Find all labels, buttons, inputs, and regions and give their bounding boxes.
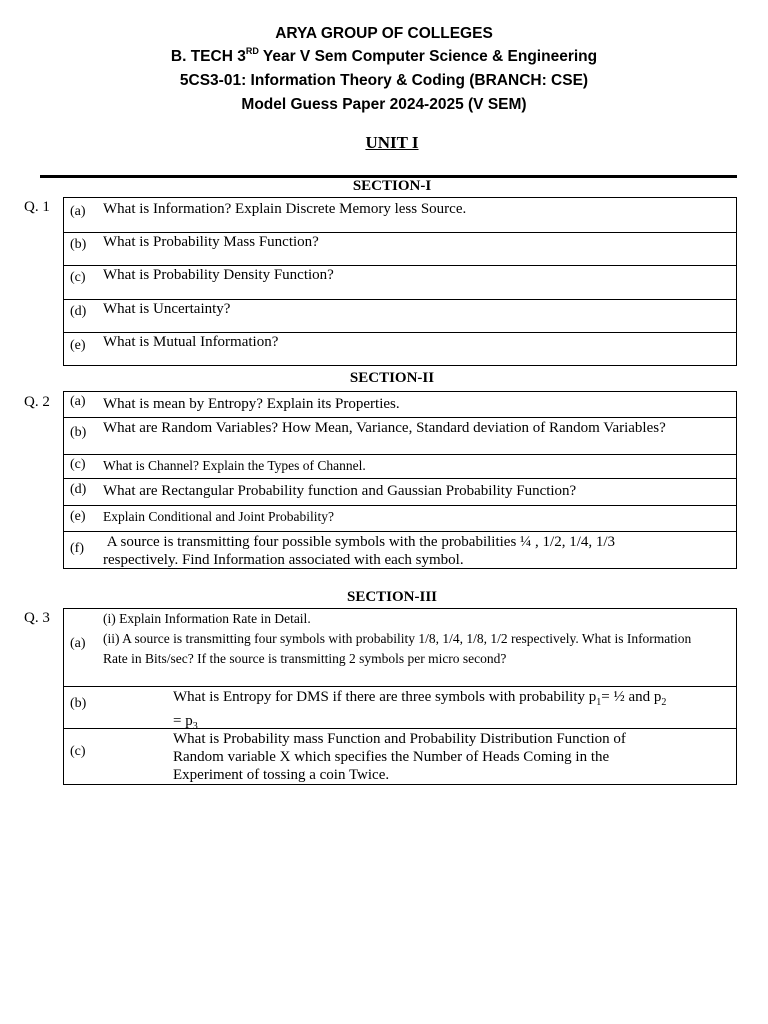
item-label: (d)	[70, 304, 87, 319]
program-line	[0, 46, 768, 68]
question-row	[64, 417, 736, 455]
question-row	[64, 505, 736, 532]
question-row	[64, 332, 736, 367]
question-row	[64, 454, 736, 479]
subscript-3: 3	[192, 721, 198, 732]
item-label: (b)	[70, 696, 87, 711]
paper-title: Model Guess Paper 2024-2025 (V SEM)	[241, 96, 527, 113]
question-table	[63, 391, 737, 569]
item-text: Explain Conditional and Joint Probability?	[103, 509, 334, 524]
item-text: What is Probability mass Function and Probability Distribution Function of Random variable X which specifies the Number of Heads Coming in the Experiment of tossing a coin Twice.	[173, 731, 630, 783]
section-title: SECTION-III	[346, 589, 438, 605]
program-line-sup: RD	[245, 46, 259, 56]
question-row	[64, 686, 736, 732]
item-label: (a)	[70, 636, 86, 651]
item-label: (d)	[70, 482, 87, 497]
item-text: What is Channel? Explain the Types of Channel.	[103, 458, 366, 473]
item-text: What are Rectangular Probability function and Gaussian Probability Function?	[103, 483, 577, 499]
item-label: (b)	[70, 425, 87, 440]
question-number: Q. 3	[24, 610, 50, 626]
item-label: (c)	[70, 457, 86, 472]
item-label: (f)	[70, 541, 84, 556]
item-text: What is Mutual Information?	[103, 334, 279, 350]
question-row	[64, 232, 736, 267]
section-title: SECTION-II	[349, 370, 435, 386]
subscript-1: 1	[596, 697, 602, 708]
item-text-mid2: = p	[173, 689, 671, 729]
item-label: (a)	[70, 204, 86, 219]
question-row	[64, 299, 736, 334]
question-row	[64, 609, 736, 686]
question-row	[64, 265, 736, 300]
question-row	[64, 728, 736, 786]
item-text-pre: What is Entropy for DMS if there are three symbols with probability p	[173, 689, 597, 705]
item-label: (b)	[70, 237, 87, 252]
item-label: (a)	[70, 394, 86, 409]
question-row	[64, 531, 736, 570]
course-title: 5CS3-01: Information Theory & Coding (BRANCH: CSE)	[179, 72, 589, 89]
item-text: What is mean by Entropy? Explain its Properties.	[103, 396, 400, 412]
item-label: (e)	[70, 338, 86, 353]
question-row	[64, 392, 736, 417]
item-text: (i) Explain Information Rate in Detail. (ii) A source is transmitting four symbols with probability 1/8, 1/4, 1/8, 1/2 respectively. What is Information Rate in Bits/sec? If the source is transmitting 2 symbols per micro second?	[103, 611, 692, 666]
item-text: What is Information? Explain Discrete Memory less Source.	[103, 201, 467, 217]
question-row	[64, 478, 736, 506]
item-text-mid: = ½ and p	[601, 689, 662, 705]
section-title: SECTION-I	[352, 178, 432, 194]
item-text: What are Random Variables? How Mean, Variance, Standard deviation of Random Variables?	[103, 420, 666, 436]
program-line-pre: B. TECH 3	[170, 48, 246, 65]
item-label: (c)	[70, 744, 86, 759]
question-table	[63, 197, 737, 366]
subscript-2: 2	[661, 697, 667, 708]
question-table	[63, 608, 737, 785]
college-name: ARYA GROUP OF COLLEGES	[275, 25, 493, 42]
question-number: Q. 1	[24, 199, 50, 215]
item-text: A source is transmitting four possible symbols with the probabilities ¼ , 1/2, 1/4, 1/3 respectively. Find Information associated with each symbol.	[103, 534, 619, 568]
program-line-post: Year V Sem Computer Science & Engineering	[258, 48, 598, 65]
unit-title: UNIT I	[365, 133, 419, 152]
item-label: (c)	[70, 270, 86, 285]
item-text: What is Probability Density Function?	[103, 267, 334, 283]
question-row	[64, 198, 736, 232]
question-number: Q. 2	[24, 394, 50, 410]
item-text: What is Uncertainty?	[103, 301, 231, 317]
item-label: (e)	[70, 509, 86, 524]
item-text: What is Probability Mass Function?	[103, 234, 319, 250]
